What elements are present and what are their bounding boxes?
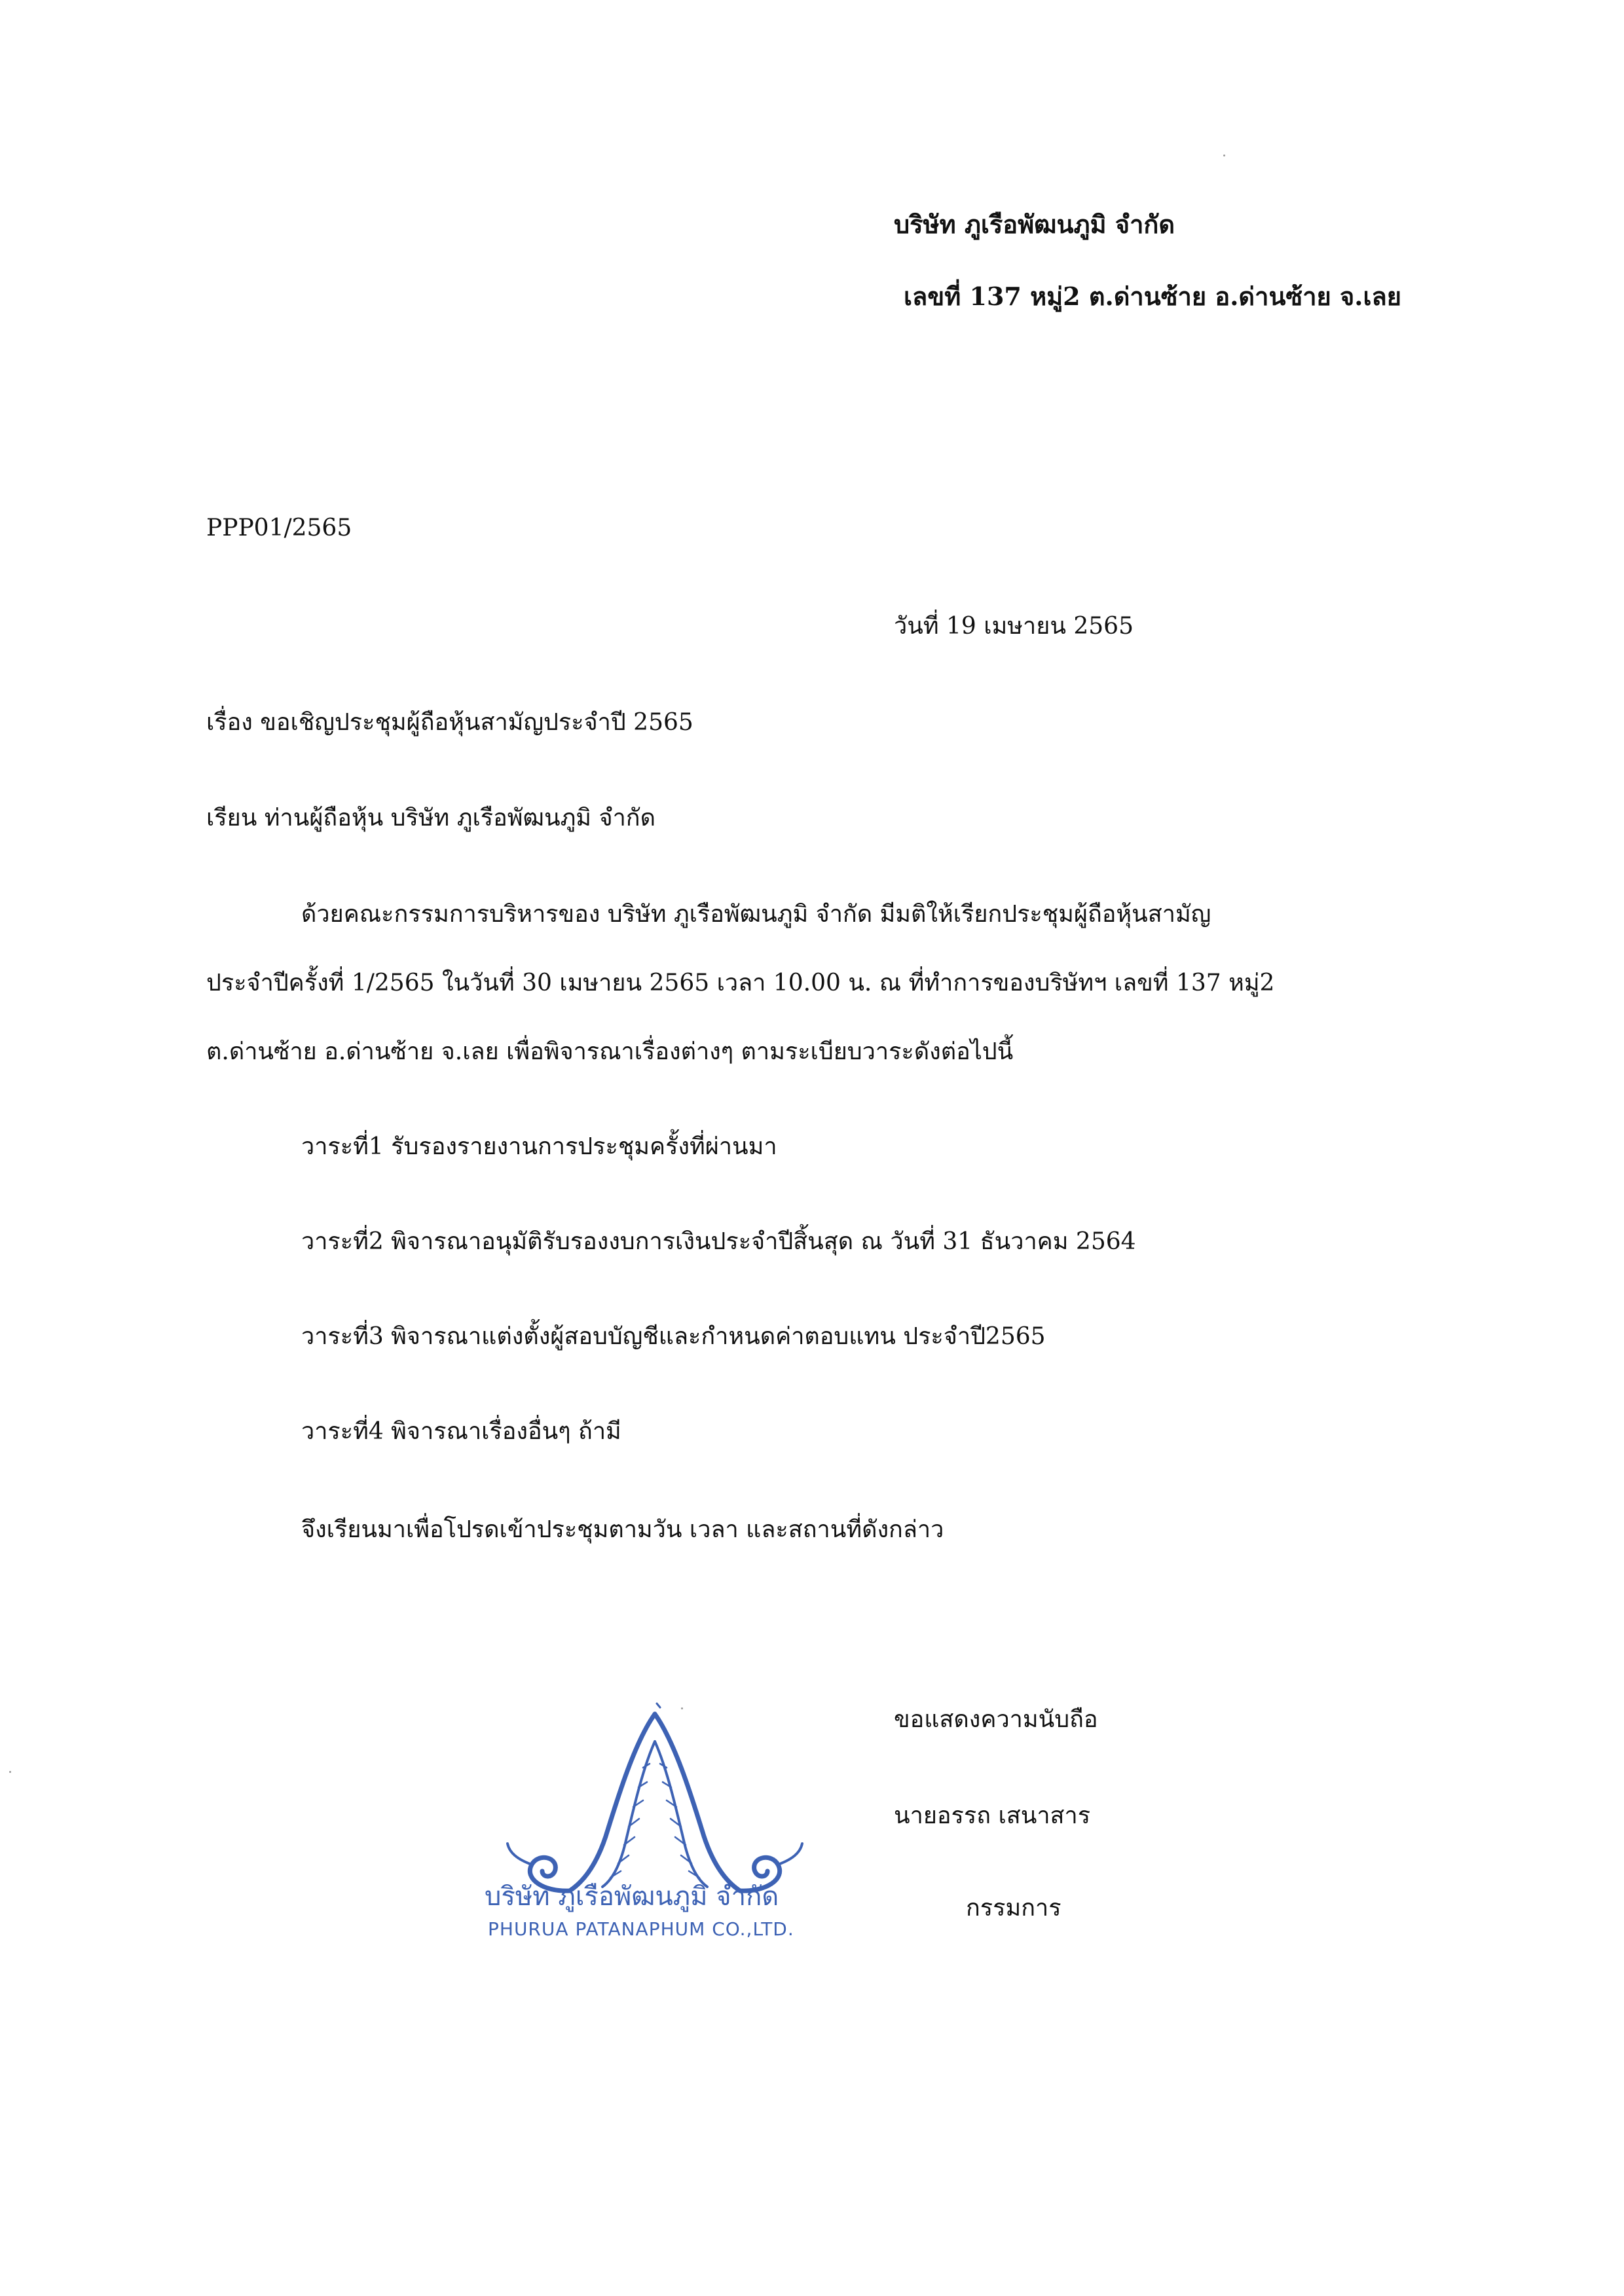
body-line-2: ประจำปีครั้งที่ 1/2565 ในวันที่ 30 เมษายน 2565 เวลา 10.00 น. ณ ที่ทำการของบริษัทฯ เลขที่ 137 หมู่2 <box>206 970 1275 996</box>
signature-regards: ขอแสดงความนับถือ <box>894 1706 1098 1733</box>
body-line-3: ต.ด่านซ้าย อ.ด่านซ้าย จ.เลย เพื่อพิจารณาเรื่องต่างๆ ตามระเบียบวาระดังต่อไปนี้ <box>206 1038 1014 1065</box>
letter-recipient: เรียน ท่านผู้ถือหุ้น บริษัท ภูเรือพัฒนภูมิ จำกัด <box>206 805 655 831</box>
signature-name: นายอรรถ เสนาสาร <box>894 1802 1091 1829</box>
seal-text-thai: บริษัท ภูเรือพัฒนภูมิ จำกัด <box>485 1882 779 1912</box>
agenda-item: วาระที่1 รับรองรายงานการประชุมครั้งที่ผ่านมา <box>301 1133 777 1160</box>
body-line-1: ด้วยคณะกรรมการบริหารของ บริษัท ภูเรือพัฒนภูมิ จำกัด มีมติให้เรียกประชุมผู้ถือหุ้นสามัญ <box>301 901 1211 928</box>
letter-subject: เรื่อง ขอเชิญประชุมผู้ถือหุ้นสามัญประจำปี 2565 <box>206 709 693 736</box>
agenda-item: วาระที่4 พิจารณาเรื่องอื่นๆ ถ้ามี <box>301 1418 621 1445</box>
seal-text-english: PHURUA PATANAPHUM CO.,LTD. <box>488 1918 794 1940</box>
company-name-header: บริษัท ภูเรือพัฒนภูมิ จำกัด <box>894 210 1175 239</box>
closing-text: จึงเรียนมาเพื่อโปรดเข้าประชุมตามวัน เวลา และสถานที่ดังกล่าว <box>301 1516 944 1543</box>
agenda-item: วาระที่2 พิจารณาอนุมัติรับรองงบการเงินประจำปีสิ้นสุด ณ วันที่ 31 ธันวาคม 2564 <box>301 1228 1136 1255</box>
document-date: วันที่ 19 เมษายน 2565 <box>894 613 1134 640</box>
agenda-item: วาระที่3 พิจารณาแต่งตั้งผู้สอบบัญชีและกำหนดค่าตอบแทน ประจำปี2565 <box>301 1323 1046 1350</box>
scan-speck <box>9 1771 11 1773</box>
scan-speck <box>681 1707 683 1709</box>
signature-title: กรรมการ <box>966 1895 1061 1922</box>
scan-speck <box>1223 155 1225 156</box>
document-reference: PPP01/2565 <box>206 515 352 541</box>
company-address-header: เลขที่ 137 หมู่2 ต.ด่านซ้าย อ.ด่านซ้าย จ.เลย <box>904 282 1402 311</box>
